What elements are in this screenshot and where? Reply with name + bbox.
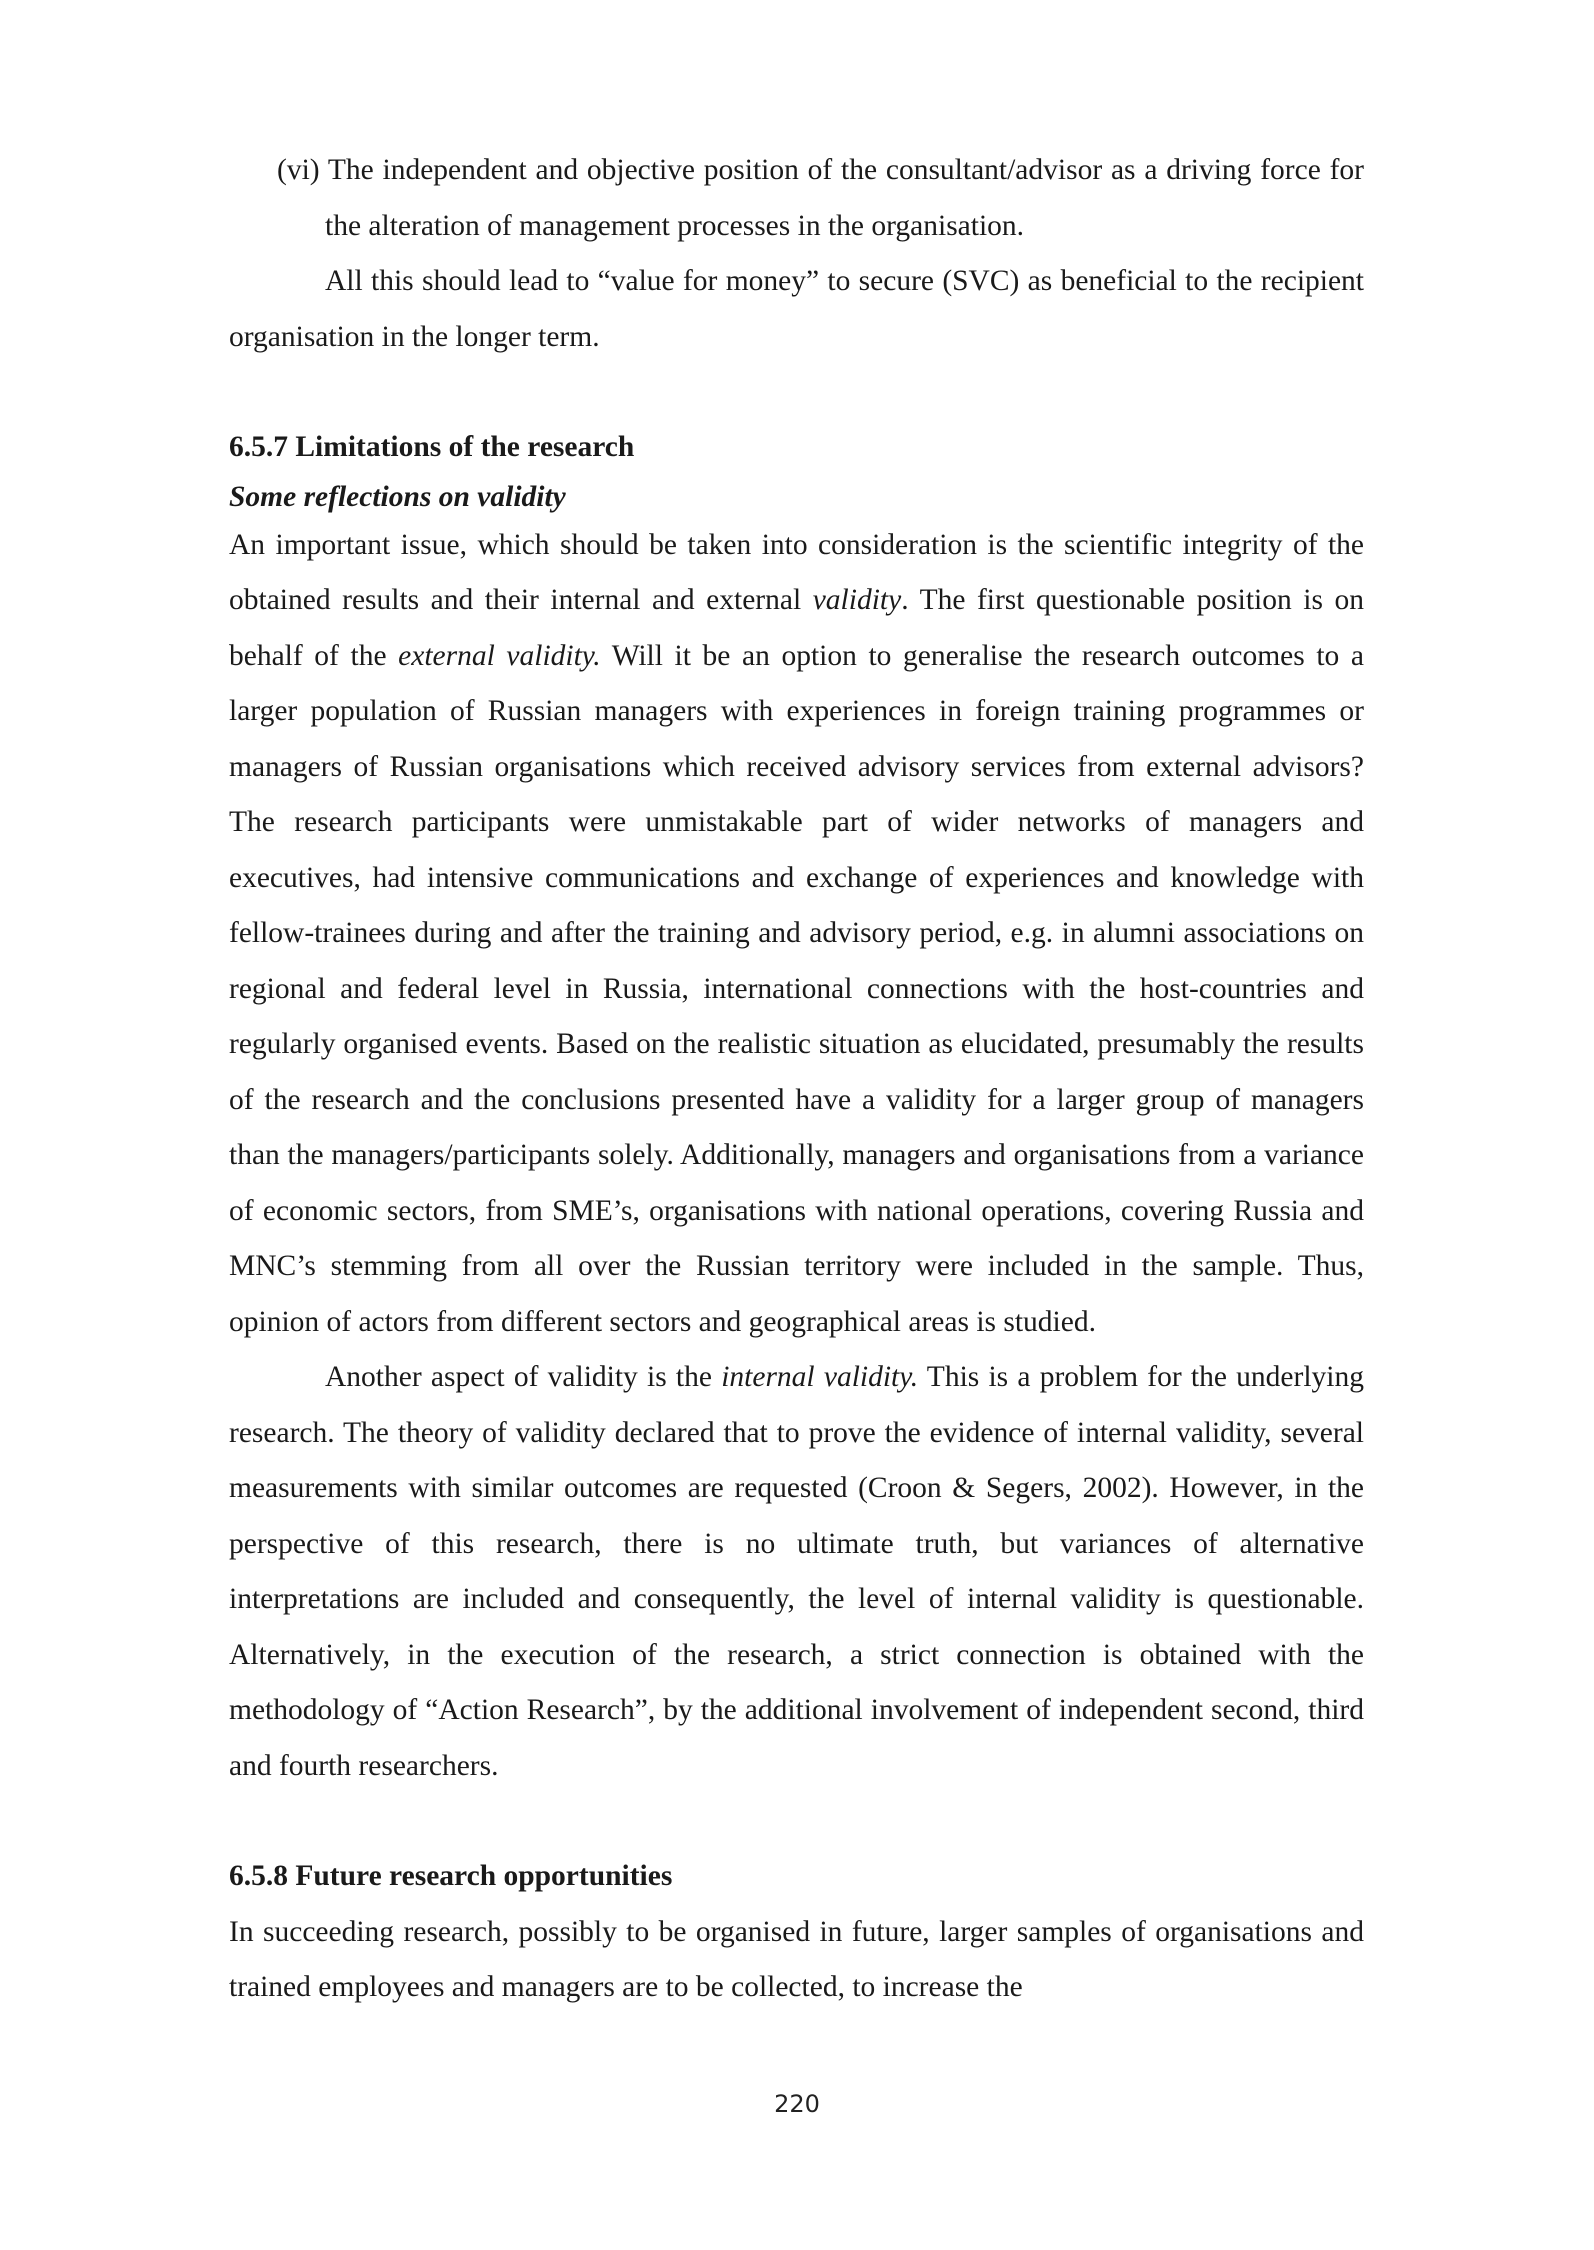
page-number: 220 bbox=[774, 2090, 820, 2118]
text-run: An important issue, which should be taken into consideration is the scientific integrity of the obtained results and their internal and external bbox=[229, 528, 1364, 616]
paragraph-internal-validity bbox=[229, 1350, 1364, 1794]
paragraph-value-for-money: All this should lead to “value for money” to secure (SVC) as beneficial to the recipient organisation in the longer term. bbox=[229, 265, 1364, 353]
list-marker: (vi) bbox=[277, 154, 320, 186]
paragraph-future-research: In succeeding research, possibly to be organised in future, larger samples of organisations and trained employees and managers are to be collected, to increase the bbox=[229, 1915, 1364, 2003]
spacer bbox=[229, 365, 1364, 420]
subheading-validity: Some reflections on validity bbox=[229, 480, 566, 513]
paragraph-external-validity bbox=[229, 518, 1364, 1351]
spacer bbox=[229, 1794, 1364, 1849]
text-run: . The first questionable position is on behalf of the bbox=[229, 584, 1364, 672]
italic-term-external-validity: external validity. bbox=[398, 639, 601, 672]
page-body bbox=[229, 143, 1364, 2016]
text-run: This is a problem for the underlying research. The theory of validity declared that to prove the evidence of internal validity, several measurements with similar outcomes are requested (Croon & Segers, 2002). However, in the perspective of this research, there is no ultimate truth, but variances of alternative interpretations are included and consequently, the level of internal validity is questionable. Alternatively, in the execution of the research, a strict connection is obtained with the methodology of “Action Research”, by the additional involvement of independent second, third and fourth researchers. bbox=[229, 1361, 1364, 1782]
list-item-vi bbox=[229, 143, 1364, 254]
section-heading-future-research: 6.5.8 Future research opportunities bbox=[229, 1860, 673, 1892]
list-item-text: The independent and objective position of the consultant/advisor as a driving force for the alteration of management processes in the organisation. bbox=[325, 154, 1364, 242]
text-run: Will it be an option to generalise the research outcomes to a larger population of Russian managers with experiences in foreign training programmes or managers of Russian organisations which received advisory services from external advisors? The research participants were unmistakable part of wider networks of managers and executives, had intensive communications and exchange of experiences and knowledge with fellow-trainees during and after the training and advisory period, e.g. in alumni associations on regional and federal level in Russia, international connections with the host-countries and regularly organised events. Based on the realistic situation as elucidated, presumably the results of the research and the conclusions presented have a validity for a larger group of managers than the managers/participants solely. Additionally, managers and organisations from a variance of economic sectors, from SME’s, organisations with national operations, covering Russia and MNC’s stemming from all over the Russian territory were included in the sample. Thus, opinion of actors from different sectors and geographical areas is studied. bbox=[229, 639, 1364, 1338]
section-heading-limitations: 6.5.7 Limitations of the research bbox=[229, 431, 635, 463]
italic-term-validity: validity bbox=[812, 584, 902, 616]
italic-term-internal-validity: internal validity. bbox=[721, 1361, 919, 1393]
text-run: Another aspect of validity is the bbox=[325, 1361, 722, 1393]
